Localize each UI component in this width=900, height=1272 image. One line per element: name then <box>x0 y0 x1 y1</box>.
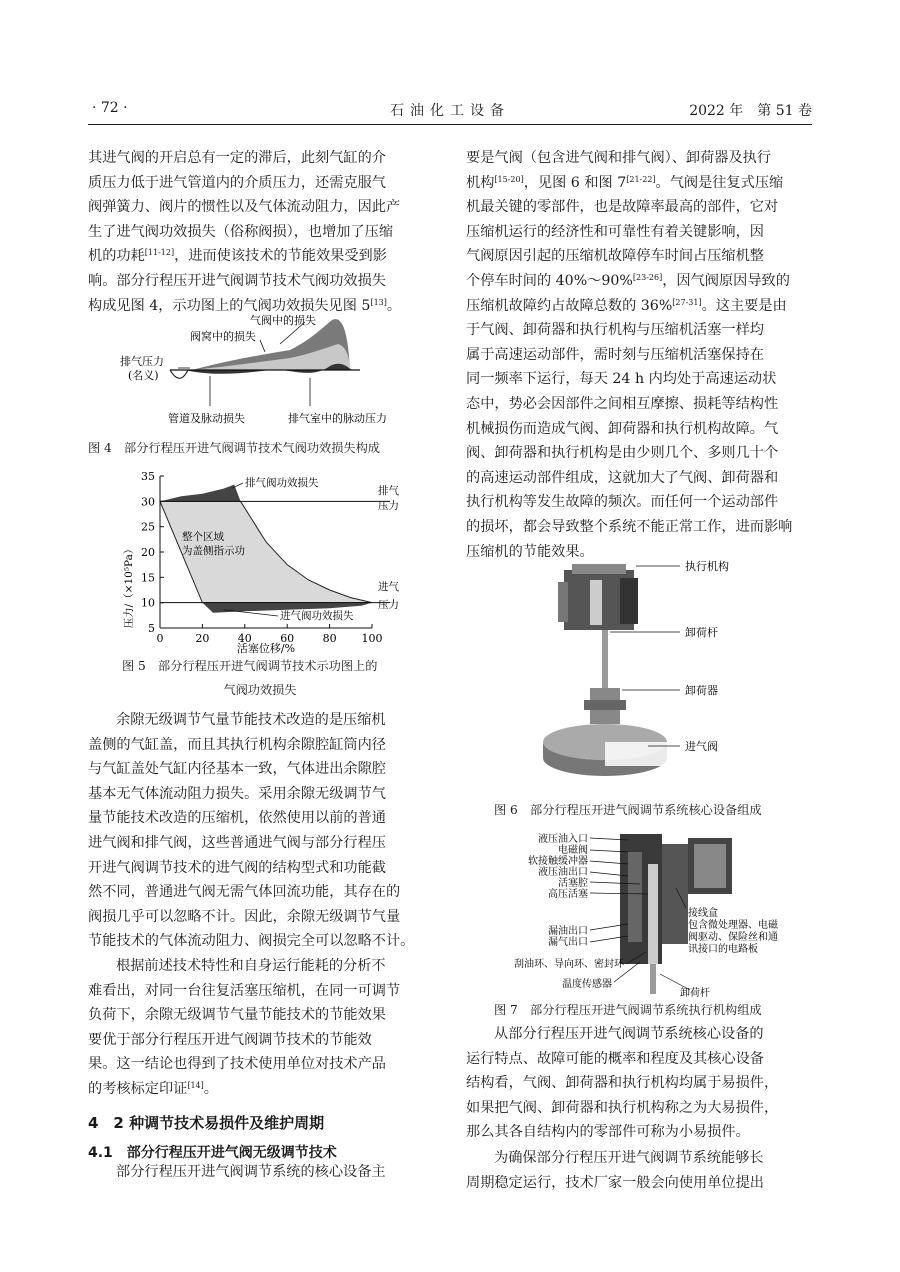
fig6-label-unloader: 卸荷器 <box>685 684 718 697</box>
fig7-label-leak-oil: 漏油出口 <box>548 926 588 937</box>
text-line: 机最关键的零部件，也是故障率最高的部件，它对 <box>466 199 779 216</box>
text-line: 的损坏，都会导致整个系统不能正常工作，进而影响 <box>466 518 793 535</box>
figure-6-illustration <box>530 560 780 798</box>
left-paragraph-2 <box>88 708 436 954</box>
text-line: 构成见图 4，示功图上的气阀功效损失见图 5[13]。 <box>88 297 402 314</box>
fig7-label-board-1: 包含微处理器、电磁 <box>688 920 778 931</box>
figure-4 <box>110 310 440 430</box>
text-line: 部分行程压开进气阀调节系统的核心设备主 <box>116 1164 386 1180</box>
citation: [27-31] <box>672 297 702 307</box>
right-paragraph-3 <box>466 1146 812 1195</box>
text-line: 基本无气体流动阻力损失。采用余隙无级调节气 <box>88 785 386 802</box>
fig5-xlabel: 活塞位移/% <box>236 642 296 655</box>
text-line: 其进气阀的开启总有一定的滞后，此刻气缸的介 <box>88 150 386 166</box>
right-paragraph-2 <box>466 1022 812 1145</box>
fig7-label-rings: 刮油环、导向环、密封环 <box>514 959 624 970</box>
fig4-label-valve-loss: 气阀中的损失 <box>250 314 316 327</box>
figure-5-caption-2: 气阀功效损失 <box>223 683 297 697</box>
citation: [14] <box>187 1080 204 1090</box>
citation: [23-26] <box>632 272 663 282</box>
fig7-label-junction-box: 接线盒 <box>688 908 718 919</box>
text-line: 果。这一结论也得到了技术使用单位对技术产品 <box>88 1056 386 1073</box>
fig7-label-piston-chamber: 活塞腔 <box>558 878 588 889</box>
fig6-label-inlet-valve: 进气阀 <box>685 740 718 753</box>
fig7-label-buffer: 软接触缓冲器 <box>528 856 588 867</box>
fig6-label-actuator: 执行机构 <box>685 560 729 573</box>
x-tick-label: 40 <box>237 632 252 645</box>
text-line: 机构[15-20]，见图 6 和图 7[21-22]。气阀是往复式压缩 <box>466 174 784 191</box>
text-line: 那么其各自结构内的零部件可称为小易损件。 <box>466 1124 750 1141</box>
left-paragraph-1 <box>88 146 436 318</box>
text-line: 然不同，普通进气阀无需气体回流功能，其存在的 <box>88 884 401 901</box>
text-line: 如果把气阀、卸荷器和执行机构称之为大易损件， <box>466 1099 779 1116</box>
fig7-label-oil-outlet: 液压油出口 <box>538 867 588 878</box>
left-paragraph-3 <box>88 954 436 1102</box>
fig7-label-leak-gas: 漏气出口 <box>548 937 588 948</box>
volume-info: 2022 年 第 51 卷 <box>689 103 812 119</box>
page-number: · 72 · <box>92 100 128 116</box>
right-paragraph-1 <box>466 146 812 564</box>
x-tick-label: 20 <box>195 632 210 645</box>
text-line: 属于高速运动部件，需时刻与压缩机活塞保持在 <box>466 346 764 363</box>
text-line: 从部分行程压开进气阀调节系统核心设备的 <box>494 1026 764 1042</box>
figure-4-caption: 图 4 部分行程压开进气阀调节技术气阀功效损失构成 <box>88 441 380 455</box>
y-tick-label: 10 <box>141 596 155 610</box>
text-line: 要是气阀（包含进气阀和排气阀）、卸荷器及执行 <box>466 150 772 166</box>
text-line: 与气缸盖处气缸内径基本一致，气体进出余隙腔 <box>88 761 386 778</box>
fig4-label-chamber-pulsation: 排气室中的脉动压力 <box>288 412 387 425</box>
fig4-label-pipe-loss: 管道及脉动损失 <box>168 412 245 425</box>
text-line: 量节能技术改造的压缩机，依然使用以前的普通 <box>88 810 386 827</box>
fig7-label-hp-piston: 高压活塞 <box>548 889 588 900</box>
journal-title: 石油化工设备 <box>390 103 510 119</box>
text-line: 阀损几乎可以忽略不计。因此，余隙无级调节气量 <box>88 908 401 925</box>
running-header <box>88 100 812 122</box>
fig5-ann-area-1: 整个区域 <box>182 531 224 543</box>
text-line: 周期稳定运行，技术厂家一般会向使用单位提出 <box>466 1174 764 1191</box>
text-line: 响。部分行程压开进气阀调节技术气阀功效损失 <box>88 272 386 289</box>
subsection-heading-4-1: 4.1 部分行程压开进气阀无级调节技术 <box>88 1145 337 1161</box>
fig7-label-oil-inlet: 液压油入口 <box>538 834 588 845</box>
x-tick-label: 60 <box>280 632 295 645</box>
fig7-label-solenoid: 电磁阀 <box>558 845 588 856</box>
text-line: 进气阀和排气阀，这些普通进气阀与部分行程压 <box>88 834 386 851</box>
text-line: 的考核标定印证[14]。 <box>88 1080 218 1097</box>
text-line: 压缩机的节能效果。 <box>466 543 594 560</box>
text-line: 余隙无级调节气量节能技术改造的是压缩机 <box>116 712 386 728</box>
header-rule <box>88 124 812 125</box>
fig5-label-discharge-2: 压力 <box>378 500 399 512</box>
text-line: 气阀原因引起的压缩机故障停车时间占压缩机整 <box>466 248 764 265</box>
fig4-label-pocket-loss: 阀窝中的损失 <box>190 330 256 343</box>
x-tick-label: 0 <box>156 632 164 645</box>
y-tick-label: 20 <box>141 546 155 559</box>
text-line: 运行特点、故障可能的概率和程度及其核心设备 <box>466 1050 764 1067</box>
text-line: 负荷下，余隙无级调节气量节能技术的节能效果 <box>88 1007 386 1024</box>
fig5-label-discharge-1: 排气 <box>378 485 399 497</box>
fig5-label-suction-2: 压力 <box>378 599 399 611</box>
left-paragraph-4 <box>88 1160 436 1185</box>
fig5-ylabel: 压力/（×10⁵Pa） <box>123 543 135 629</box>
figure-5-chart <box>110 466 440 656</box>
fig7-label-temp-sensor: 温度传感器 <box>562 979 612 990</box>
text-line: 盖侧的气缸盖，而且其执行机构余隙腔缸筒内径 <box>88 736 386 753</box>
x-tick-label: 80 <box>322 632 337 645</box>
fig5-label-suction-1: 进气 <box>378 581 399 593</box>
text-line: 阀、卸荷器和执行机构是由少则几个、多则几十个 <box>466 445 779 462</box>
text-line: 压缩机故障约占故障总数的 36%[27-31]。这主要是由 <box>466 297 787 314</box>
section-heading-4: 4 2 种调节技术易损件及维护周期 <box>88 1114 325 1132</box>
text-line: 阀弹簧力、阀片的惯性以及气体流动阻力，因此产 <box>88 199 401 216</box>
text-line: 执行机构等发生故障的频次。而任何一个运动部件 <box>466 494 779 511</box>
text-line: 同一频率下运行，每天 24 h 内均处于高速运动状 <box>466 371 777 388</box>
figure-6-caption: 图 6 部分行程压开进气阀调节系统核心设备组成 <box>494 803 762 817</box>
text-line: 结构看，气阀、卸荷器和执行机构均属于易损件， <box>466 1075 779 1092</box>
text-line: 压缩机运行的经济性和可靠性有着关键影响，因 <box>466 223 764 240</box>
unloader-rod-7 <box>650 964 656 994</box>
y-tick-label: 15 <box>141 571 155 585</box>
text-line: 生了进气阀功效损失（俗称阀损），也增加了压缩 <box>88 223 394 240</box>
text-line: 为确保部分行程压开进气阀调节系统能够长 <box>494 1150 764 1166</box>
fig7-label-unloader-rod: 卸荷杆 <box>680 988 710 999</box>
y-tick-label: 25 <box>141 520 155 534</box>
fig7-label-board-2: 阀驱动、保险丝和通 <box>688 932 778 943</box>
unloader-rod <box>602 630 608 690</box>
discharge-valve-loss-area <box>160 485 241 502</box>
text-line: 态中，势必会因部件之间相互摩擦、损耗等结构性 <box>466 395 779 412</box>
text-line: 机械损伤而造成气阀、卸荷器和执行机构故障。气 <box>466 420 779 437</box>
y-tick-label: 5 <box>148 622 155 635</box>
fig5-ann-discharge-loss: 排气阀功效损失 <box>245 477 319 489</box>
fig4-label-discharge: 排气压力 <box>120 355 164 368</box>
fig4-label-nominal: (名义) <box>128 369 159 382</box>
text-line: 节能技术的气体流动阻力、阀损完全可以忽略不计。 <box>88 933 415 950</box>
text-line: 根据前述技术特性和自身运行能耗的分析不 <box>116 958 386 974</box>
fig7-label-board-3: 讯接口的电路板 <box>688 944 758 955</box>
citation: [11-12] <box>144 248 175 258</box>
figure-7-illustration <box>500 824 810 999</box>
text-line: 个停车时间的 40%～90%[23-26]，因气阀原因导致的 <box>466 272 790 289</box>
text-line: 质压力低于进气管道内的介质压力，还需克服气 <box>88 174 386 191</box>
text-line: 于气阀、卸荷器和执行机构与压缩机活塞一样均 <box>466 322 764 339</box>
citation: [21-22] <box>626 174 656 184</box>
citation: [13] <box>370 297 387 307</box>
text-line: 难看出，对同一台往复活塞压缩机，在同一可调节 <box>88 982 401 999</box>
fig5-ann-area-2: 为盖侧指示功 <box>182 545 245 557</box>
text-line: 开进气阀调节技术的进气阀的结构型式和功能截 <box>88 859 386 876</box>
citation: [15-20] <box>494 174 524 184</box>
text-line: 机的功耗[11-12]，进而使该技术的节能效果受到影 <box>88 248 387 265</box>
y-tick-label: 35 <box>141 470 155 483</box>
figure-5-caption-1: 图 5 部分行程压开进气阀调节技术示功图上的 <box>122 659 378 673</box>
text-line: 要优于部分行程压开进气阀调节技术的节能效 <box>88 1031 372 1048</box>
fig6-label-unloader-rod: 卸荷杆 <box>685 626 718 639</box>
y-tick-label: 30 <box>141 495 155 509</box>
text-line: 的高速运动部件组成，这就加大了气阀、卸荷器和 <box>466 469 779 486</box>
fig5-ann-suction-loss: 进气阀功效损失 <box>280 610 354 622</box>
figure-7-caption: 图 7 部分行程压开进气阀调节系统执行机构组成 <box>494 1003 762 1017</box>
x-tick-label: 100 <box>361 632 383 645</box>
